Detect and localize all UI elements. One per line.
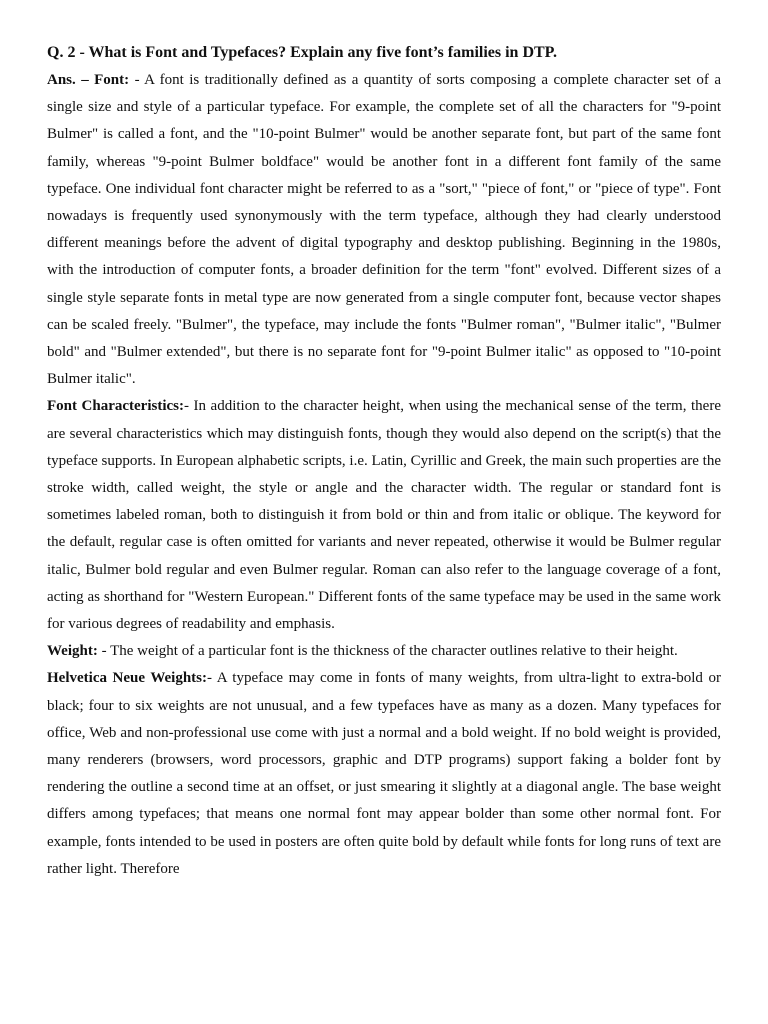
font-characteristics-paragraph (47, 393, 721, 638)
paragraph-label: Font Characteristics: (47, 398, 184, 415)
paragraph-label: Ans. – Font: (47, 72, 130, 88)
paragraph-text: - In addition to the character height, when using the mechanical sense of the term, there are several characteristics which may distinguish fonts, though they would also depend on the script(s) that the typeface supports. In European alphabetic scripts, i.e. Latin, Cyrillic and Greek, the main such properties are the stroke width, called weight, the style or angle and the character width. The regular or standard font is sometimes labeled roman, both to distinguish it from bold or thin and from italic or oblique. The keyword for the default, regular case is often omitted for variants and never repeated, otherwise it would be Bulmer regular italic, Bulmer bold regular and even Bulmer regular. Roman can also refer to the language coverage of a font, acting as shorthand for "Western European." Different fonts of the same typeface may be used in the same work for various degrees of readability and emphasis. (47, 398, 721, 633)
paragraph-text: - The weight of a particular font is the thickness of the character outlines relative to their height. (97, 643, 678, 660)
paragraph-label: Helvetica Neue Weights: (47, 670, 207, 687)
helvetica-neue-weights-paragraph (47, 665, 721, 883)
paragraph-text: - A typeface may come in fonts of many weights, from ultra-light to extra-bold or black; four to six weights are not unusual, and a few typefaces have as many as a dozen. Many typefaces for office, Web and non-professional use come with just a normal and a bold weight. If no bold weight is provided, many renderers (browsers, word processors, graphic and DTP programs) support faking a bolder font by rendering the outline a second time at an offset, or just smearing it slightly at a diagonal angle. The base weight differs among typefaces; that means one normal font may appear bolder than some other normal font. For example, fonts intended to be used in posters are often quite bold by default while fonts for long runs of text are rather light. Therefore (47, 670, 721, 877)
question-heading: Q. 2 - What is Font and Typefaces? Explain any five font’s families in DTP. (47, 44, 557, 61)
answer-font-paragraph (47, 67, 721, 393)
weight-paragraph (47, 638, 721, 665)
paragraph-text: - A font is traditionally defined as a quantity of sorts composing a complete character set of a single size and style of a particular typeface. For example, the complete set of all the characters for "9-point Bulmer" is called a font, and the "10-point Bulmer" would be another separate font, but part of the same font family, whereas "9-point Bulmer boldface" would be another font in a different font family of the same typeface. One individual font character might be referred to as a "sort," "piece of font," or "piece of type". Font nowadays is frequently used synonymously with the term typeface, although they had clearly understood different meanings before the advent of digital typography and desktop publishing. Beginning in the 1980s, with the introduction of computer fonts, a broader definition for the term "font" evolved. Different sizes of a single style separate fonts in metal type are now generated from a single computer font, because vector shapes can be scaled freely. "Bulmer", the typeface, may include the fonts "Bulmer roman", "Bulmer italic", "Bulmer bold" and "Bulmer extended", but there is no separate font for "9-point Bulmer italic" as opposed to "10-point Bulmer italic". (47, 72, 721, 388)
paragraph-label: Weight: (47, 643, 98, 660)
